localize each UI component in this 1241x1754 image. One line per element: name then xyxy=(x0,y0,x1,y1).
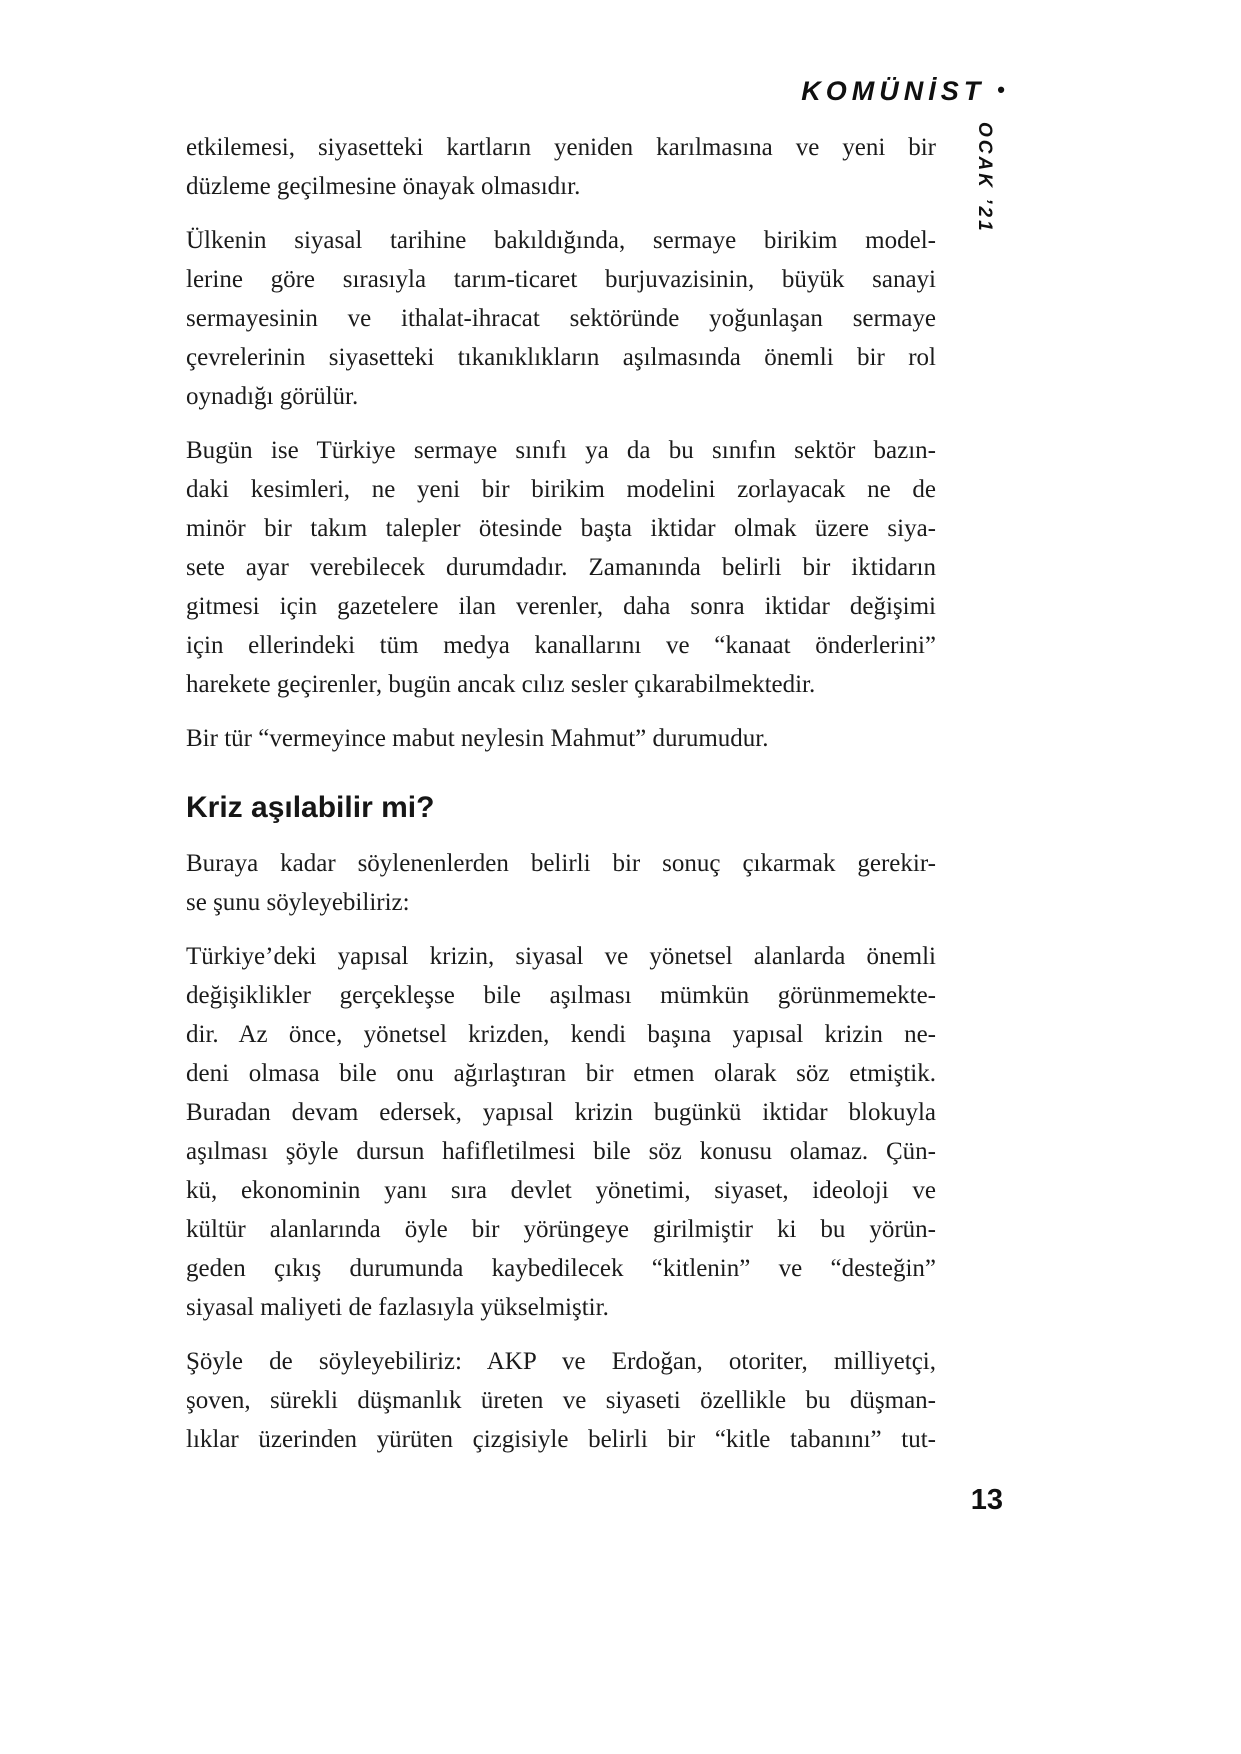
text-line: oynadığı görülür. xyxy=(186,383,359,410)
text-line: aşılması şöyle dursun hafifletilmesi bile söz konusu olamaz. Çün- xyxy=(186,1138,936,1165)
text-line: düzleme geçilmesine önayak olmasıdır. xyxy=(186,173,581,200)
text-line: için ellerindeki tüm medya kanallarını ve “kanaat önderlerini” xyxy=(186,632,936,659)
text-line: se şunu söyleyebiliriz: xyxy=(186,889,410,916)
text-line: sete ayar verebilecek durumdadır. Zamanında belirli bir iktidarın xyxy=(186,554,936,581)
text-line: Şöyle de söyleyebiliriz: AKP ve Erdoğan, otoriter, milliyetçi, xyxy=(186,1348,936,1375)
paragraph xyxy=(186,844,936,922)
bullet-icon: • xyxy=(997,76,1005,102)
text-line: geden çıkış durumunda kaybedilecek “kitlenin” ve “desteğin” xyxy=(186,1255,936,1282)
paragraph xyxy=(186,221,936,416)
text-line: etkilemesi, siyasetteki kartların yeniden karılmasına ve yeni bir xyxy=(186,134,936,161)
issue-label: OCAK ’21 xyxy=(974,122,995,234)
text-line: daki kesimleri, ne yeni bir birikim modelini zorlayacak ne de xyxy=(186,476,936,503)
text-line: Bugün ise Türkiye sermaye sınıfı ya da bu sınıfın sektör bazın- xyxy=(186,437,936,464)
text-line: gitmesi için gazetelere ilan verenler, daha sonra iktidar değişimi xyxy=(186,593,936,620)
text-line: kü, ekonominin yanı sıra devlet yönetimi, siyaset, ideoloji ve xyxy=(186,1177,936,1204)
text-line: kültür alanlarında öyle bir yörüngeye girilmiştir ki bu yörün- xyxy=(186,1216,936,1243)
text-line: Türkiye’deki yapısal krizin, siyasal ve yönetsel alanlarda önemli xyxy=(186,943,936,970)
running-head xyxy=(801,76,1005,107)
text-line: lerine göre sırasıyla tarım-ticaret burjuvazisinin, büyük sanayi xyxy=(186,266,936,293)
paragraph xyxy=(186,937,936,1327)
text-line: Ülkenin siyasal tarihine bakıldığında, sermaye birikim model- xyxy=(186,227,936,254)
text-line: sermayesinin ve ithalat-ihracat sektöründe yoğunlaşan sermaye xyxy=(186,305,936,332)
text-line: Bir tür “vermeyince mabut neylesin Mahmut” durumudur. xyxy=(186,725,769,752)
section-heading: Kriz aşılabilir mi? xyxy=(186,791,435,824)
text-line: minör bir takım talepler ötesinde başta iktidar olmak üzere siya- xyxy=(186,515,936,542)
text-line: lıklar üzerinden yürüten çizgisiyle belirli bir “kitle tabanını” tut- xyxy=(186,1426,936,1453)
text-line: harekete geçirenler, bugün ancak cılız sesler çıkarabilmektedir. xyxy=(186,671,816,698)
text-line: Buradan devam edersek, yapısal krizin bugünkü iktidar blokuyla xyxy=(186,1099,936,1126)
article-body xyxy=(186,128,936,1474)
text-line: Buraya kadar söylenenlerden belirli bir sonuç çıkarmak gerekir- xyxy=(186,850,936,877)
paragraph xyxy=(186,128,936,206)
text-line: şoven, sürekli düşmanlık üreten ve siyaseti özellikle bu düşman- xyxy=(186,1387,936,1414)
page-number: 13 xyxy=(970,1484,1003,1516)
paragraph xyxy=(186,431,936,704)
text-line: deni olmasa bile onu ağırlaştıran bir etmen olarak söz etmiştik. xyxy=(186,1060,936,1087)
text-line: çevrelerinin siyasetteki tıkanıklıkların aşılmasında önemli bir rol xyxy=(186,344,936,371)
magazine-title: KOMÜNİST xyxy=(801,76,986,106)
text-line: değişiklikler gerçekleşse bile aşılması mümkün görünmemekte- xyxy=(186,982,936,1009)
paragraph xyxy=(186,719,936,758)
paragraph xyxy=(186,1342,936,1459)
text-line: dir. Az önce, yönetsel krizden, kendi başına yapısal krizin ne- xyxy=(186,1021,936,1048)
text-line: siyasal maliyeti de fazlasıyla yükselmiştir. xyxy=(186,1294,609,1321)
